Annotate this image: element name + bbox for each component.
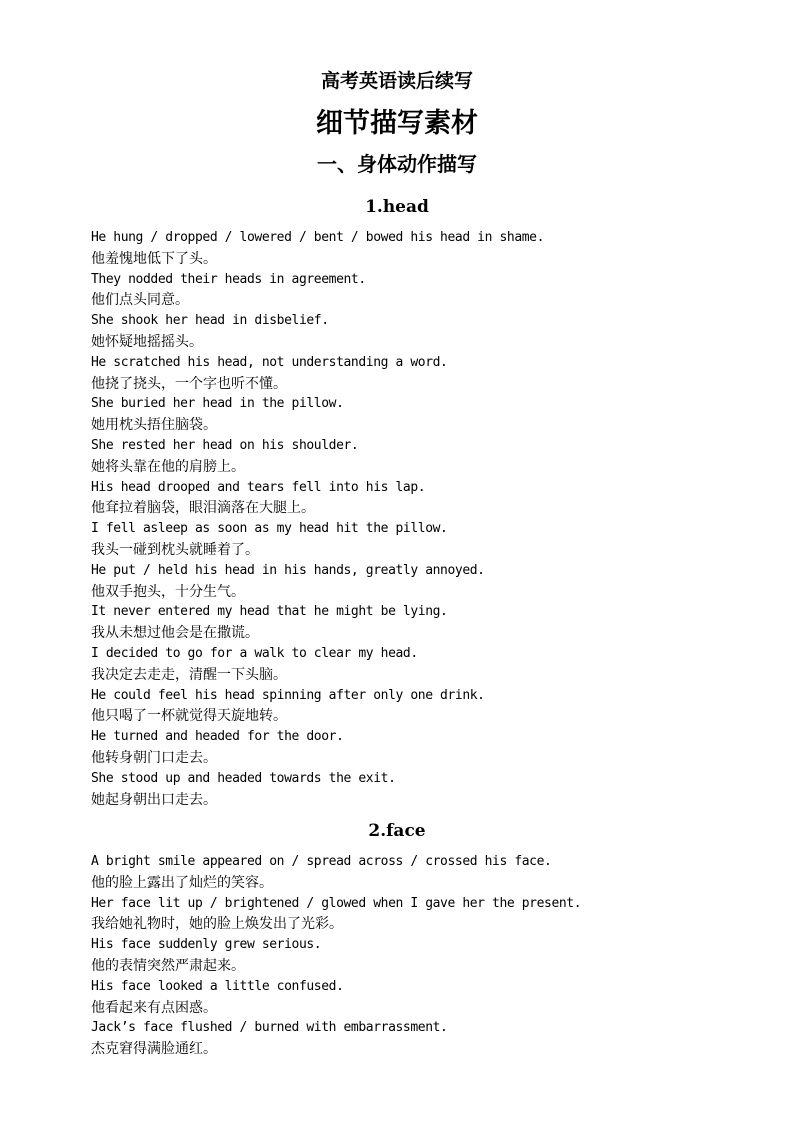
entry bbox=[91, 977, 731, 1019]
entry-chinese: 她怀疑地摇摇头。 bbox=[91, 333, 203, 350]
entry bbox=[91, 686, 731, 728]
entry-chinese: 我从未想过他会是在撒谎。 bbox=[91, 625, 259, 642]
section-heading-face: 2.face bbox=[368, 821, 426, 841]
section-entries-head bbox=[91, 228, 731, 810]
entry bbox=[91, 311, 731, 353]
entry-english: He hung / dropped / lowered / bent / bowed his head in shame. bbox=[91, 230, 545, 245]
entry-chinese: 她用枕头捂住脑袋。 bbox=[91, 417, 217, 434]
entry bbox=[91, 561, 731, 603]
entry bbox=[91, 727, 731, 769]
entry bbox=[91, 436, 731, 478]
entry-english: She rested her head on his shoulder. bbox=[91, 437, 359, 453]
entry-chinese: 杰克窘得满脸通红。 bbox=[91, 1041, 217, 1058]
entry-chinese: 他的表情突然严肃起来。 bbox=[91, 957, 245, 974]
document-title: 高考英语读后续写 bbox=[320, 70, 473, 92]
entry-chinese: 他看起来有点困惑。 bbox=[91, 999, 217, 1016]
part-title: 一、身体动作描写 bbox=[317, 152, 477, 176]
entry-chinese: 他耷拉着脑袋，眼泪滴落在大腿上。 bbox=[91, 500, 315, 517]
entry bbox=[91, 228, 731, 270]
entry-chinese: 他只喝了一杯就觉得天旋地转。 bbox=[91, 708, 287, 725]
entry bbox=[91, 270, 731, 312]
entry-english: Jack’s face flushed / burned with embarrassment. bbox=[91, 1020, 448, 1036]
entry-chinese: 他的脸上露出了灿烂的笑容。 bbox=[91, 874, 273, 891]
entry-chinese: 我决定去走走，清醒一下头脑。 bbox=[91, 666, 287, 683]
entry-chinese: 她起身朝出口走去。 bbox=[91, 791, 217, 808]
entry-english: He scratched his head, not understanding a word. bbox=[91, 354, 448, 370]
entry bbox=[91, 894, 731, 936]
entry-english: His face suddenly grew serious. bbox=[91, 937, 322, 953]
entry-chinese: 他转身朝门口走去。 bbox=[91, 749, 217, 766]
entry bbox=[91, 394, 731, 436]
entry bbox=[91, 935, 731, 977]
entry bbox=[91, 769, 731, 811]
entry bbox=[91, 519, 731, 561]
entry-english: His head drooped and tears fell into his lap. bbox=[91, 479, 426, 495]
entry-english: He turned and headed for the door. bbox=[91, 729, 344, 745]
entry-english: I fell asleep as soon as my head hit the pillow. bbox=[91, 521, 448, 537]
entry-english: She stood up and headed towards the exit. bbox=[91, 770, 396, 786]
entry-chinese: 他们点头同意。 bbox=[91, 292, 189, 309]
entry-english: His face looked a little confused. bbox=[91, 978, 344, 994]
entry-chinese: 我给她礼物时，她的脸上焕发出了光彩。 bbox=[91, 916, 343, 933]
entry-english: They nodded their heads in agreement. bbox=[91, 271, 366, 287]
entry-english: He put / held his head in his hands, greatly annoyed. bbox=[91, 562, 485, 578]
entry-english: I decided to go for a walk to clear my head. bbox=[91, 645, 418, 661]
entry bbox=[91, 1018, 731, 1060]
section-heading-head: 1.head bbox=[365, 197, 429, 217]
entry bbox=[91, 602, 731, 644]
section-entries-face bbox=[91, 852, 731, 1060]
entry-chinese: 他羞愧地低下了头。 bbox=[91, 250, 217, 267]
entry-chinese: 他双手抱头，十分生气。 bbox=[91, 583, 245, 600]
entry bbox=[91, 644, 731, 686]
entry bbox=[91, 852, 731, 894]
entry-chinese: 我头一碰到枕头就睡着了。 bbox=[91, 541, 259, 558]
entry-english: It never entered my head that he might be lying. bbox=[91, 604, 448, 620]
entry bbox=[91, 478, 731, 520]
entry-english: He could feel his head spinning after only one drink. bbox=[91, 687, 485, 703]
entry bbox=[91, 353, 731, 395]
entry-english: She buried her head in the pillow. bbox=[91, 396, 344, 412]
document-subtitle: 细节描写素材 bbox=[316, 108, 478, 139]
entry-english: Her face lit up / brightened / glowed when I gave her the present. bbox=[91, 895, 582, 911]
entry-english: She shook her head in disbelief. bbox=[91, 313, 329, 329]
entry-chinese: 他挠了挠头，一个字也听不懂。 bbox=[91, 375, 287, 392]
entry-english: A bright smile appeared on / spread across / crossed his face. bbox=[91, 854, 552, 869]
entry-chinese: 她将头靠在他的肩膀上。 bbox=[91, 458, 245, 475]
